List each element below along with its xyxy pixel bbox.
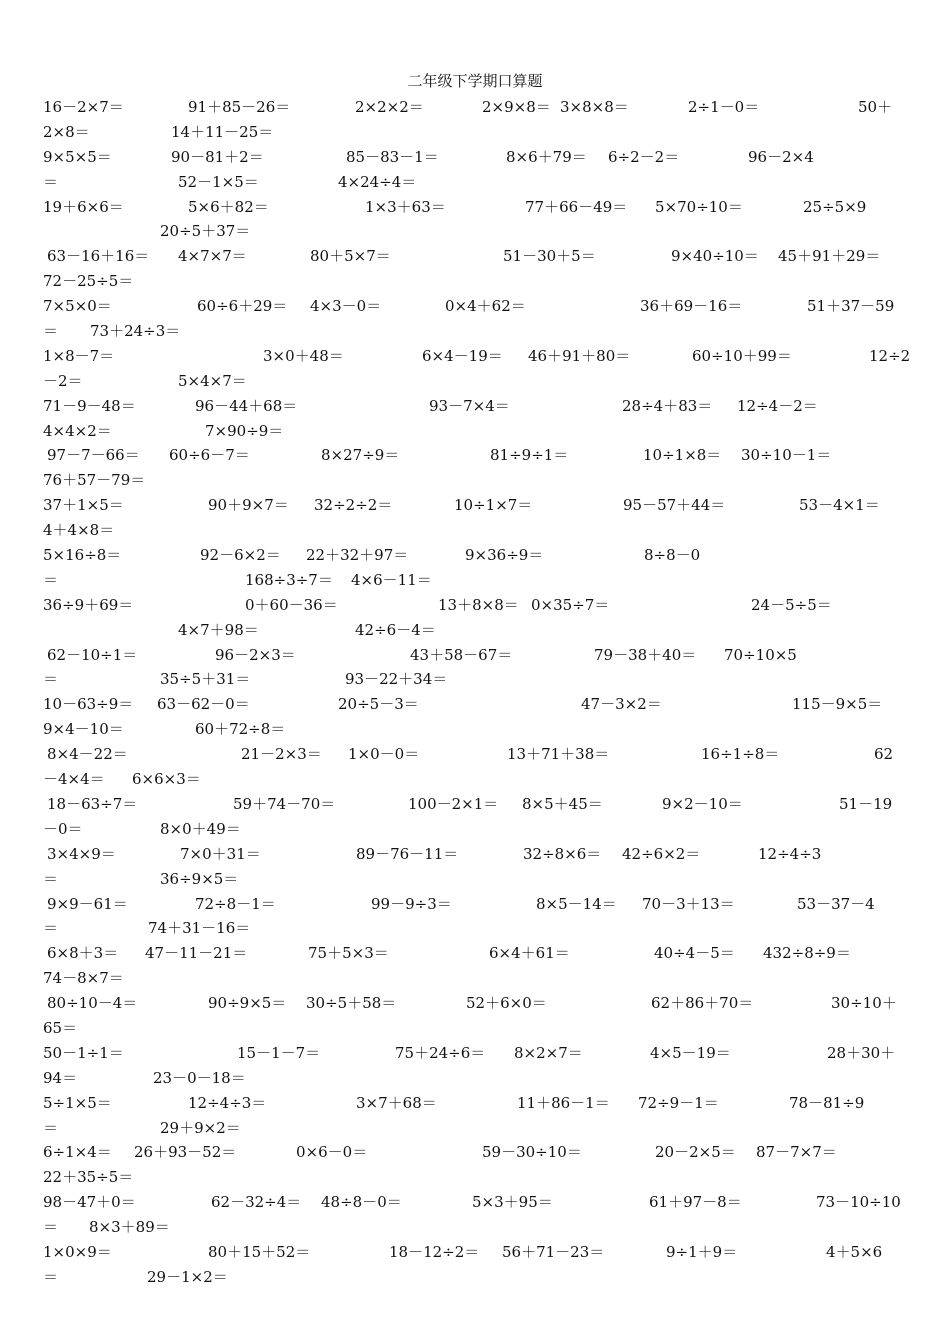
problem-line xyxy=(43,468,893,493)
problem-item: 98－47＋0＝ xyxy=(43,1193,136,1212)
problem-line xyxy=(43,667,893,692)
problem-item: 50＋ xyxy=(858,98,893,116)
problem-line xyxy=(43,618,893,643)
problem-item: 9×2－10＝ xyxy=(662,794,743,813)
problem-item: 62 xyxy=(874,745,894,764)
problem-item: 3×0＋48＝ xyxy=(263,346,344,365)
problem-line xyxy=(43,1116,893,1141)
problem-item: 8×5－14＝ xyxy=(536,894,617,913)
problem-item: 16－2×7＝ xyxy=(43,98,124,116)
problem-item: －0＝ xyxy=(43,819,83,838)
problem-line xyxy=(43,269,893,294)
problem-item: 18－12÷2＝ xyxy=(389,1242,480,1261)
problem-item: 12÷4÷3＝ xyxy=(188,1093,267,1112)
problem-item: 5×3＋95＝ xyxy=(472,1193,553,1212)
problem-item: 62＋86＋70＝ xyxy=(651,994,754,1013)
problem-item: ＝ xyxy=(43,570,59,589)
problem-item: 6×8＋3＝ xyxy=(47,944,119,963)
problem-line xyxy=(43,394,893,419)
problem-item: 13＋8×8＝ xyxy=(438,595,519,614)
problem-item: 42÷6×2＝ xyxy=(622,844,701,863)
problem-line xyxy=(43,493,893,518)
problem-item: 10÷1×7＝ xyxy=(454,496,533,515)
problem-item: 432÷8÷9＝ xyxy=(763,944,851,963)
problem-line xyxy=(43,1016,893,1041)
problem-item: 12÷4÷3 xyxy=(758,844,822,863)
problem-line xyxy=(43,419,893,444)
problem-item: 0＋60－36＝ xyxy=(245,595,338,614)
problem-item: 16÷1÷8＝ xyxy=(701,745,780,764)
problem-item: 99－9÷3＝ xyxy=(371,894,452,913)
problem-item: 70－3＋13＝ xyxy=(642,894,735,913)
problem-item: 70÷10×5 xyxy=(724,645,797,664)
problem-item: 0×6－0＝ xyxy=(296,1143,368,1162)
problem-item: 72÷9－1＝ xyxy=(638,1093,719,1112)
problem-item: ＝ xyxy=(43,919,59,938)
problem-item: 53－4×1＝ xyxy=(799,496,880,515)
problem-item: 96－44＋68＝ xyxy=(195,396,298,415)
problem-item: 91＋85－26＝ xyxy=(188,98,291,116)
problem-line xyxy=(43,643,893,668)
problem-line xyxy=(43,593,893,618)
problem-item: ＝ xyxy=(43,1218,59,1237)
problem-item: 60÷6＋29＝ xyxy=(197,297,288,316)
problem-line xyxy=(43,916,893,941)
problem-item: 18－63÷7＝ xyxy=(47,794,138,813)
problem-item: 81÷9÷1＝ xyxy=(490,446,569,465)
problem-item: 43＋58－67＝ xyxy=(410,645,513,664)
problem-line xyxy=(43,991,897,1016)
problem-item: 74－8×7＝ xyxy=(43,969,124,988)
problem-item: 63－62－0＝ xyxy=(157,695,250,714)
problem-item: 2×9×8＝ xyxy=(482,98,551,116)
problem-line xyxy=(43,120,893,145)
problem-item: 89－76－11＝ xyxy=(356,844,459,863)
problem-item: 13＋71＋38＝ xyxy=(507,745,610,764)
problem-item: 4×3－0＝ xyxy=(310,297,382,316)
problem-item: 62－10÷1＝ xyxy=(47,645,138,664)
problem-item: 40÷4－5＝ xyxy=(654,944,735,963)
problem-item: 62－32÷4＝ xyxy=(211,1193,302,1212)
problem-item: 4×6－11＝ xyxy=(351,570,432,589)
problem-item: 21－2×3＝ xyxy=(241,745,322,764)
problem-item: 12÷4－2＝ xyxy=(737,396,818,415)
problem-item: 32÷8×6＝ xyxy=(523,844,602,863)
problem-item: 75＋24÷6＝ xyxy=(395,1043,486,1062)
problem-item: 8÷8－0 xyxy=(644,546,701,565)
problem-item: ＝ xyxy=(43,1118,59,1137)
problem-item: 9×4－10＝ xyxy=(43,720,124,739)
problem-item: 8×6＋79＝ xyxy=(506,147,587,166)
problem-item: 72÷8－1＝ xyxy=(195,894,276,913)
problem-item: 93－22＋34＝ xyxy=(345,670,448,689)
problem-item: 9×5×5＝ xyxy=(43,147,112,166)
problem-item: 100－2×1＝ xyxy=(408,794,499,813)
problem-item: 51＋37－59 xyxy=(807,297,895,316)
problem-item: 6×4－19＝ xyxy=(422,346,503,365)
problem-item: 73－10÷10 xyxy=(816,1193,901,1212)
problem-item: 20－2×5＝ xyxy=(655,1143,736,1162)
problem-item: 59－30÷10＝ xyxy=(482,1143,582,1162)
problem-item: 8×0＋49＝ xyxy=(160,819,241,838)
problem-item: 29－1×2＝ xyxy=(147,1267,228,1286)
problem-line xyxy=(43,195,893,220)
problem-item: 9×9－61＝ xyxy=(47,894,128,913)
problem-line xyxy=(43,1140,893,1165)
problem-line xyxy=(43,1165,893,1190)
problem-item: 14＋11－25＝ xyxy=(171,122,274,141)
problem-item: 52＋6×0＝ xyxy=(466,994,547,1013)
problem-item: 48÷8－0＝ xyxy=(321,1193,402,1212)
problem-item: 47－11－21＝ xyxy=(145,944,248,963)
problem-item: 6÷1×4＝ xyxy=(43,1143,112,1162)
problem-item: 7×5×0＝ xyxy=(43,297,112,316)
problem-item: 4×7＋98＝ xyxy=(178,620,259,639)
problem-item: 8×4－22＝ xyxy=(47,745,128,764)
problem-item: 53－37－4 xyxy=(797,894,875,913)
problem-line xyxy=(43,867,893,892)
problem-line xyxy=(43,319,893,344)
problem-item: 9×36÷9＝ xyxy=(465,546,544,565)
problem-item: 20÷5－3＝ xyxy=(338,695,419,714)
problem-item: 4×24÷4＝ xyxy=(338,172,417,191)
problem-item: 168÷3÷7＝ xyxy=(245,570,333,589)
problem-line xyxy=(43,941,893,966)
problem-item: 3×4×9＝ xyxy=(47,844,116,863)
problem-item: 26＋93－52＝ xyxy=(134,1143,237,1162)
problem-item: 46＋91＋80＝ xyxy=(528,346,631,365)
problem-item: 4×5－19＝ xyxy=(650,1043,731,1062)
problem-item: 3×8×8＝ xyxy=(560,98,629,116)
problem-item: 37＋1×5＝ xyxy=(43,496,124,515)
problem-line xyxy=(43,294,893,319)
problem-item: 4×4×2＝ xyxy=(43,421,112,440)
problem-item: 5×70÷10＝ xyxy=(655,197,743,216)
problem-item: 32÷2÷2＝ xyxy=(314,496,393,515)
problem-item: 3×7＋68＝ xyxy=(356,1093,437,1112)
problem-item: 50－1÷1＝ xyxy=(43,1043,124,1062)
problem-item: 1×8－7＝ xyxy=(43,346,115,365)
problem-line xyxy=(43,568,893,593)
problem-item: 85－83－1＝ xyxy=(346,147,439,166)
problem-item: 30÷10－1＝ xyxy=(741,446,832,465)
problem-item: 73＋24÷3＝ xyxy=(90,322,181,341)
problem-line xyxy=(43,742,893,767)
problem-item: 8×27÷9＝ xyxy=(321,446,400,465)
problem-item: 25÷5×9 xyxy=(803,197,867,216)
problem-item: 5×4×7＝ xyxy=(178,371,247,390)
problem-item: 24－5÷5＝ xyxy=(751,595,832,614)
problem-item: ＝ xyxy=(43,670,59,689)
problem-item: 96－2×4 xyxy=(748,147,814,166)
problem-line xyxy=(43,1190,901,1215)
problem-item: 97－7－66＝ xyxy=(47,446,140,465)
problem-line xyxy=(43,1265,893,1290)
problem-line xyxy=(43,767,893,792)
problem-line xyxy=(43,1091,893,1116)
problem-item: 9×40÷10＝ xyxy=(671,247,759,266)
problem-item: ＝ xyxy=(43,1267,59,1286)
page-title: 二年级下学期口算题 xyxy=(407,72,543,90)
problem-item: 36÷9×5＝ xyxy=(160,869,239,888)
problem-line xyxy=(43,219,893,244)
problem-line xyxy=(43,842,893,867)
problem-line xyxy=(43,1041,896,1066)
problem-item: 2÷1－0＝ xyxy=(688,98,760,116)
problem-item: 29＋9×2＝ xyxy=(160,1118,241,1137)
problem-item: 2×8＝ xyxy=(43,122,90,141)
problem-item: 94＝ xyxy=(43,1068,78,1087)
problem-item: ＝ xyxy=(43,172,59,191)
problem-item: 80÷10－4＝ xyxy=(47,994,138,1013)
problem-item: 22＋32＋97＝ xyxy=(306,546,409,565)
problem-line xyxy=(43,543,893,568)
problem-line xyxy=(43,244,893,269)
problem-item: 42÷6－4＝ xyxy=(355,620,436,639)
problem-item: 1×0－0＝ xyxy=(348,745,420,764)
problem-item: 5÷1×5＝ xyxy=(43,1093,112,1112)
problem-item: 36÷9＋69＝ xyxy=(43,595,134,614)
problem-item: 6×4＋61＝ xyxy=(489,944,570,963)
problem-item: 4×7×7＝ xyxy=(178,247,247,266)
problem-line xyxy=(43,717,893,742)
problem-item: 30÷5＋58＝ xyxy=(306,994,397,1013)
problem-item: 115－9×5＝ xyxy=(792,695,883,714)
problem-item: 28÷4＋83＝ xyxy=(622,396,713,415)
problem-item: 23－0－18＝ xyxy=(153,1068,246,1087)
problem-item: 75＋5×3＝ xyxy=(308,944,389,963)
problem-item: 52－1×5＝ xyxy=(178,172,259,191)
problem-list xyxy=(43,95,911,1290)
problem-item: 1×0×9＝ xyxy=(43,1242,112,1261)
problem-item: 30÷10＋ xyxy=(831,994,897,1013)
problem-item: 74＋31－16＝ xyxy=(148,919,251,938)
problem-line xyxy=(43,145,893,170)
problem-item: 0×35÷7＝ xyxy=(531,595,610,614)
problem-item: 5×16÷8＝ xyxy=(43,546,122,565)
problem-item: 80＋15＋52＝ xyxy=(208,1242,311,1261)
problem-item: 6×6×3＝ xyxy=(132,770,201,789)
problem-item: 77＋66－49＝ xyxy=(525,197,628,216)
problem-line xyxy=(43,892,893,917)
problem-line xyxy=(43,1240,893,1265)
problem-item: 12÷2 xyxy=(869,346,911,365)
problem-item: 45＋91＋29＝ xyxy=(778,247,881,266)
problem-item: 96－2×3＝ xyxy=(215,645,296,664)
problem-item: 8×2×7＝ xyxy=(514,1043,583,1062)
problem-item: 51－30＋5＝ xyxy=(503,247,596,266)
problem-item: 22＋35÷5＝ xyxy=(43,1168,134,1187)
problem-item: 10÷1×8＝ xyxy=(643,446,722,465)
problem-item: 1×3＋63＝ xyxy=(365,197,446,216)
problem-item: 36＋69－16＝ xyxy=(640,297,743,316)
problem-line xyxy=(43,817,893,842)
problem-item: 90－81＋2＝ xyxy=(171,147,264,166)
problem-item: 4＋5×6 xyxy=(826,1242,883,1261)
problem-item: 2×2×2＝ xyxy=(355,98,424,116)
problem-item: 87－7×7＝ xyxy=(756,1143,837,1162)
problem-item: 8×5＋45＝ xyxy=(522,794,603,813)
problem-line xyxy=(43,966,893,991)
problem-item: 20÷5＋37＝ xyxy=(160,222,251,241)
problem-item: ＝ xyxy=(43,869,59,888)
problem-item: 80＋5×7＝ xyxy=(310,247,391,266)
problem-item: 92－6×2＝ xyxy=(200,546,281,565)
problem-line xyxy=(43,369,893,394)
problem-item: 59＋74－70＝ xyxy=(233,794,336,813)
problem-item: 15－1－7＝ xyxy=(237,1043,321,1062)
problem-item: 65＝ xyxy=(43,1018,78,1037)
problem-item: 93－7×4＝ xyxy=(429,396,510,415)
problem-line xyxy=(43,692,893,717)
problem-item: 90＋9×7＝ xyxy=(208,496,289,515)
problem-item: 8×3＋89＝ xyxy=(89,1218,170,1237)
problem-item: 11＋86－1＝ xyxy=(517,1093,610,1112)
problem-item: 47－3×2＝ xyxy=(581,695,662,714)
problem-item: 10－63÷9＝ xyxy=(43,695,134,714)
problem-line xyxy=(43,170,893,195)
problem-item: 76＋57－79＝ xyxy=(43,471,146,490)
problem-line xyxy=(43,95,893,120)
problem-line xyxy=(43,1066,893,1091)
problem-item: 61＋97－8＝ xyxy=(649,1193,742,1212)
problem-item: 72－25÷5＝ xyxy=(43,272,134,291)
problem-item: 19＋6×6＝ xyxy=(43,197,124,216)
problem-item: 4＋4×8＝ xyxy=(43,521,115,540)
problem-item: 6÷2－2＝ xyxy=(608,147,680,166)
problem-item: 5×6＋82＝ xyxy=(188,197,269,216)
problem-line xyxy=(43,344,911,369)
problem-item: 60÷10＋99＝ xyxy=(692,346,792,365)
problem-item: 71－9－48＝ xyxy=(43,396,136,415)
problem-line xyxy=(43,518,893,543)
problem-item: 51－19 xyxy=(839,794,893,813)
problem-item: －2＝ xyxy=(43,371,83,390)
problem-item: 78－81÷9 xyxy=(789,1093,865,1112)
problem-item: 95－57＋44＝ xyxy=(623,496,726,515)
problem-item: 63－16＋16＝ xyxy=(47,247,150,266)
problem-item: ＝ xyxy=(43,322,59,341)
problem-item: 79－38＋40＝ xyxy=(594,645,697,664)
problem-item: 9÷1＋9＝ xyxy=(666,1242,738,1261)
problem-item: 60÷6－7＝ xyxy=(169,446,250,465)
problem-item: 35÷5＋31＝ xyxy=(160,670,251,689)
problem-item: 7×90÷9＝ xyxy=(205,421,284,440)
problem-line xyxy=(43,443,893,468)
problem-item: 60＋72÷8＝ xyxy=(195,720,286,739)
problem-line xyxy=(43,1215,893,1240)
problem-item: 90÷9×5＝ xyxy=(208,994,287,1013)
problem-item: 7×0＋31＝ xyxy=(180,844,261,863)
problem-item: －4×4＝ xyxy=(43,770,105,789)
problem-item: 56＋71－23＝ xyxy=(502,1242,605,1261)
problem-item: 28＋30＋ xyxy=(827,1043,896,1062)
problem-item: 0×4＋62＝ xyxy=(445,297,526,316)
problem-line xyxy=(43,792,893,817)
